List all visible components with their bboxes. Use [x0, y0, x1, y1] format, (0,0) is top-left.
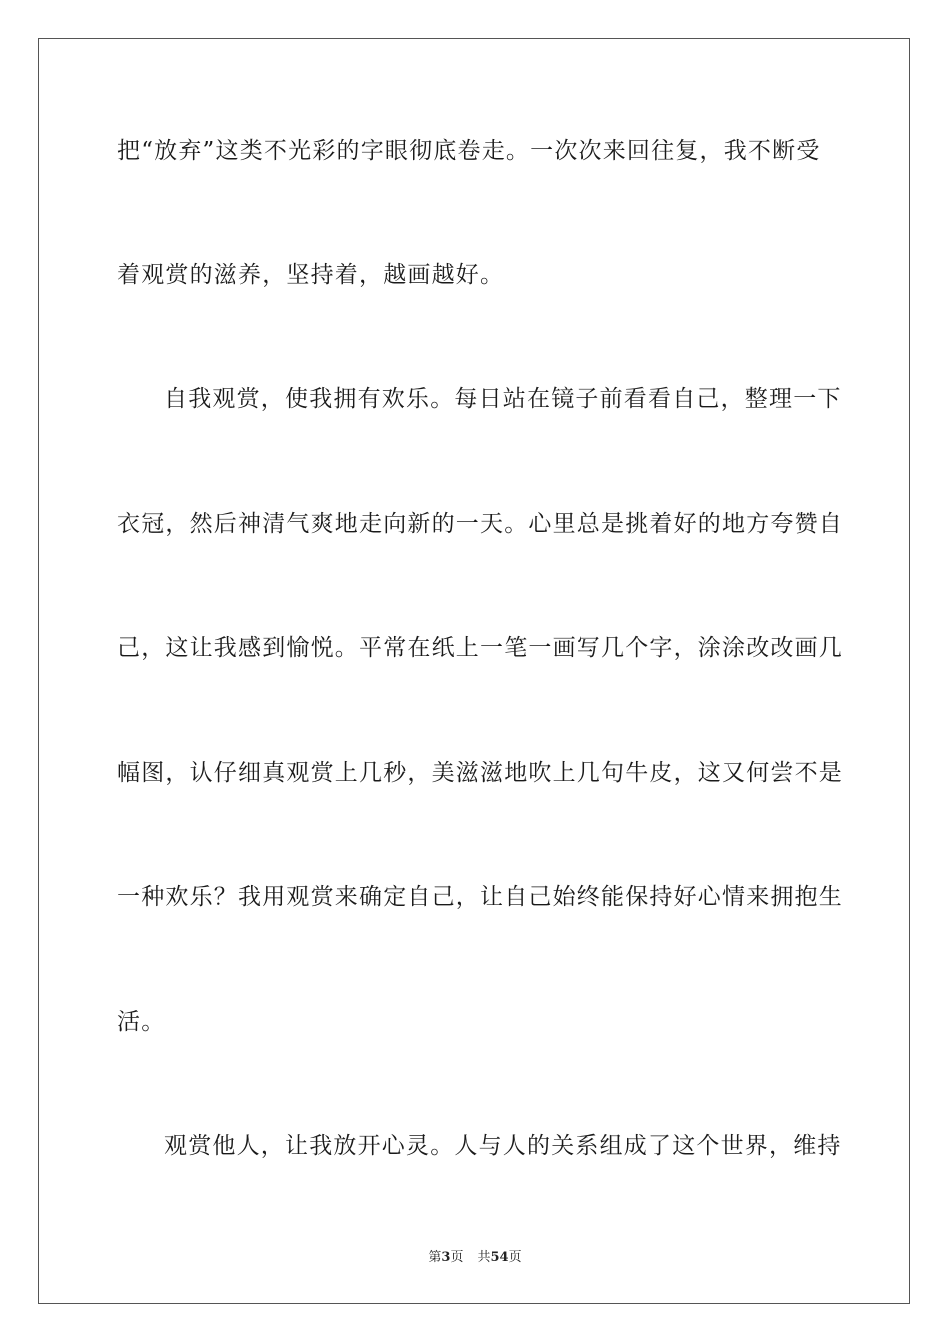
page-border	[38, 38, 910, 1304]
text-line-6: 幅图，认仔细真观赏上几秒，美滋滋地吹上几句牛皮，这又何尝不是	[117, 760, 843, 786]
text-line-5: 己，这让我感到愉悦。平常在纸上一笔一画写几个字，涂涂改改画几	[117, 635, 843, 661]
text-line-7: 一种欢乐？我用观赏来确定自己，让自己始终能保持好心情来拥抱生	[117, 884, 843, 910]
total-pages: 54	[490, 1250, 509, 1265]
total-suffix: 页	[508, 1250, 522, 1265]
text-line-1: 把“放弃”这类不光彩的字眼彻底卷走。一次次来回往复，我不断受	[117, 138, 821, 164]
text-line-8: 活。	[117, 1009, 166, 1035]
text-line-3-paragraph-start: 自我观赏，使我拥有欢乐。每日站在镜子前看看自己，整理一下	[164, 386, 842, 412]
page-prefix: 第	[428, 1250, 442, 1265]
total-prefix: 共	[477, 1250, 491, 1265]
page-number: 3	[441, 1250, 451, 1265]
text-line-4: 衣冠，然后神清气爽地走向新的一天。心里总是挑着好的地方夸赞自	[117, 511, 843, 537]
page-suffix: 页	[450, 1250, 464, 1265]
text-line-2: 着观赏的滋养，坚持着，越画越好。	[117, 262, 505, 288]
text-line-9-paragraph-start: 观赏他人，让我放开心灵。人与人的关系组成了这个世界，维持	[164, 1133, 842, 1159]
page-footer	[0, 1249, 950, 1267]
